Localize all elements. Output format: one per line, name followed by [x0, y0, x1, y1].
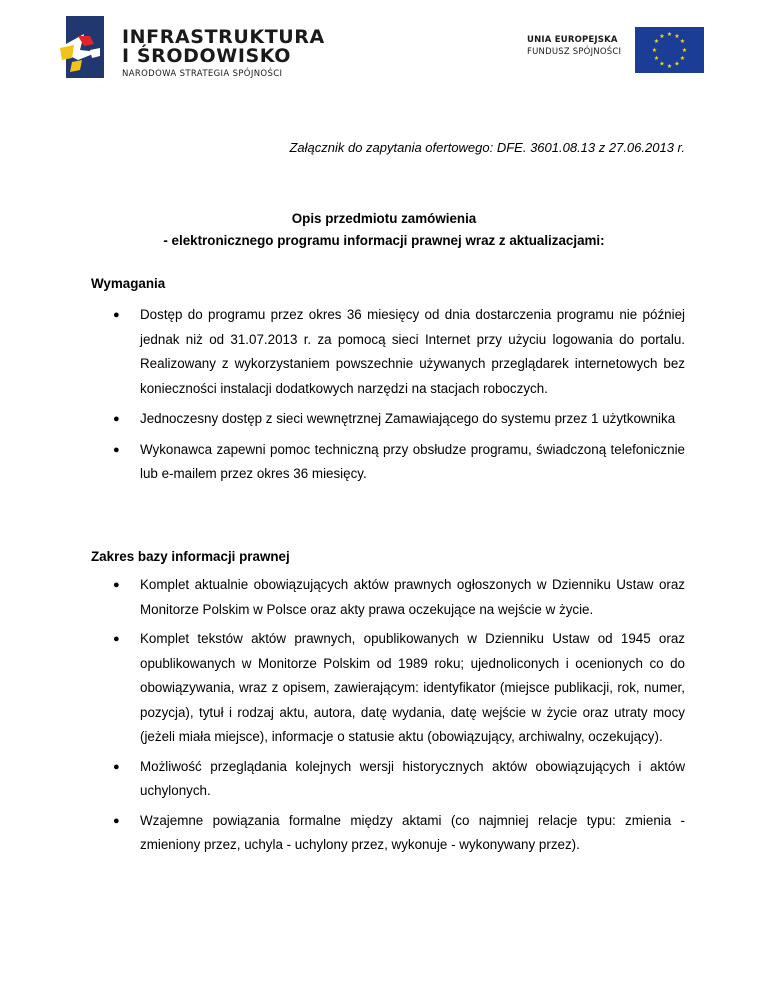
svg-text:★: ★ [653, 38, 660, 45]
svg-text:★: ★ [659, 60, 665, 68]
svg-text:★: ★ [651, 47, 658, 54]
svg-text:★: ★ [666, 63, 673, 70]
logo-line-3: NARODOWA STRATEGIA SPÓJNOŚCI [122, 69, 283, 79]
list-item-text: Dostęp do programu przez okres 36 miesięcy od dnia dostarczenia programu nie później jednak niż od 31.07.2013 r. za pomocą sieci Internet przy użyciu logowania do portalu. Realizowany z wykorzystaniem powszechnie używanych przeglądarek internetowych bez konieczności instalacji dodatkowych narzędzi na stacjach roboczych. [140, 307, 685, 396]
svg-text:★: ★ [681, 47, 688, 54]
svg-text:★: ★ [679, 38, 686, 45]
list-item [0, 755, 685, 804]
requirements-list [0, 303, 685, 487]
title-line-1: Opis przedmiotu zamówienia [291, 211, 477, 226]
eu-line-2: FUNDUSZ SPÓJNOŚCI [527, 47, 622, 57]
logo-line-1: INFRASTRUKTURA [122, 26, 325, 48]
scope-list [0, 573, 685, 858]
svg-text:★: ★ [674, 60, 680, 68]
svg-text:★: ★ [679, 55, 686, 62]
bullet-icon: ● [113, 413, 120, 425]
eu-line-1: UNIA EUROPEJSKA [527, 35, 618, 45]
bullet-icon: ● [113, 760, 120, 773]
list-item-text: Wykonawca zapewni pomoc techniczną przy obsłudze programu, świadczoną telefonicznie lub e-mailem przez okres 36 miesięcy. [140, 441, 685, 481]
svg-text:★: ★ [666, 31, 673, 38]
eu-logo-text [527, 35, 621, 57]
list-item [0, 809, 685, 858]
document-title [0, 208, 768, 252]
title-line-2: - elektronicznego programu informacji prawnej wraz z aktualizacjami: [163, 233, 605, 248]
bullet-icon: ● [113, 579, 120, 591]
eu-flag-icon [635, 27, 704, 78]
logo-line-2: I ŚRODOWISKO [122, 45, 292, 67]
attachment-note: Załącznik do zapytania ofertowego: DFE. 3601.08.13 z 27.06.2013 r. [289, 140, 685, 155]
section-heading-requirements: Wymagania [91, 276, 166, 291]
list-item [0, 438, 685, 487]
list-item [0, 407, 685, 432]
svg-text:★: ★ [653, 55, 660, 62]
list-item [0, 573, 685, 622]
list-item-text: Komplet tekstów aktów prawnych, opublikowanych w Dzienniku Ustaw od 1945 oraz opublikowanych w Monitorze Polskim od 1989 roku; ujednoliconych i ocenionych co do obowiązywania, wraz z opisem, zawierającym: identyfikator (miejsce publikacji, rok, numer, pozycja), tytuł i rodzaj aktu, autora, datę wydania, datę wejście w życie oraz utraty mocy (jeżeli miała miejsce), informacje o statusie aktu (obowiązujący, archiwalny, oczekujący). [140, 631, 685, 744]
section-heading-scope: Zakres bazy informacji prawnej [91, 549, 290, 564]
bullet-icon: ● [113, 309, 120, 321]
bullet-icon: ● [113, 814, 120, 827]
page-header [0, 0, 768, 90]
infrastruktura-logo-text [122, 28, 325, 79]
list-item-text: Jednoczesny dostęp z sieci wewnętrznej Zamawiającego do systemu przez 1 użytkownika [140, 411, 676, 426]
svg-text:★: ★ [659, 33, 665, 40]
list-item [0, 303, 685, 401]
bullet-icon: ● [113, 443, 120, 456]
list-item-text: Wzajemne powiązania formalne między aktami (co najmniej relacje typu: zmienia -zmieniony przez, uchyla - uchylony przez, wykonuje - wykonywany przez). [140, 812, 685, 852]
bullet-icon: ● [113, 633, 120, 645]
list-item-text: Możliwość przeglądania kolejnych wersji historycznych aktów obowiązujących i aktów uchylonych. [140, 758, 685, 798]
svg-text:★: ★ [674, 33, 680, 40]
infrastruktura-logo-icon [60, 14, 106, 80]
list-item [0, 627, 685, 750]
list-item-text: Komplet aktualnie obowiązujących aktów prawnych ogłoszonych w Dzienniku Ustaw oraz Monitorze Polskim w Polsce oraz akty prawa oczekujące na wejście w życie. [140, 577, 685, 617]
